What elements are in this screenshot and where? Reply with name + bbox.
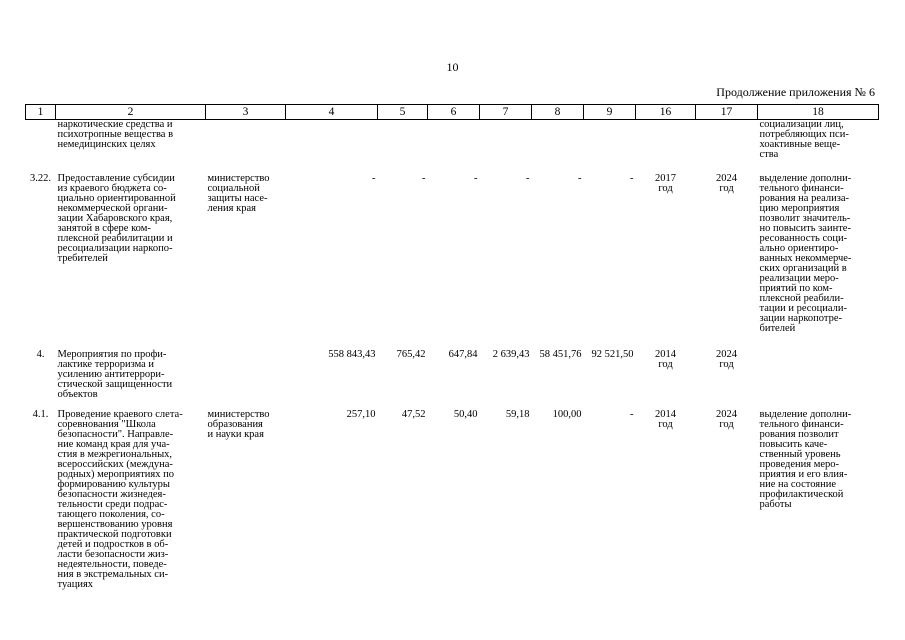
funding-col5: 765,42 [396, 348, 426, 360]
row-number [26, 120, 56, 174]
end-year: 2024 год [716, 172, 737, 194]
start-year: 2014 год [655, 348, 676, 370]
start-year: 2014 год [655, 408, 676, 430]
expected-result [758, 350, 879, 410]
executor [206, 120, 286, 174]
start-year [636, 120, 696, 174]
measure-name: Проведение краевого слета-соревнования "Школа безопасности". Направле- ние команд края для уча- стия в межрегиональных, всероссийских (междуна- родных) мероприятиях по формированию культуры безопасности жизнедея- тельности среди подрас- тающего поколения, со- вершенствованию уровня практической подготовки детей и подростков в об- ласти безопасности жиз- недеятельности, поведе- ния в экстремальных си- туациях [57, 408, 183, 590]
funding-col5 [378, 120, 428, 174]
funding-col7: 2 639,43 [492, 348, 530, 360]
expected-result: социализации лиц, потребляющих пси- хоактивные веще- ства [759, 119, 849, 160]
executor [206, 350, 286, 410]
funding-col6: - [474, 172, 478, 184]
funding-col8: 58 451,76 [539, 348, 582, 360]
funding-col8: 100,00 [552, 408, 582, 420]
funding-col9 [584, 120, 636, 174]
row-number: 4.1. [32, 408, 49, 420]
funding-total [286, 120, 378, 174]
end-year: 2024 год [716, 408, 737, 430]
column-header: 16 [636, 105, 696, 120]
column-header: 8 [532, 105, 584, 120]
measure-name: Мероприятия по профи- лактике терроризма и усилению антитеррори- стической защищенности объектов [57, 348, 173, 400]
table-row [26, 120, 879, 174]
funding-total: 558 843,43 [328, 348, 376, 360]
table-row [26, 410, 879, 590]
end-year: 2024 год [716, 348, 737, 370]
funding-col7: - [526, 172, 530, 184]
executor: министерство образования и науки края [207, 408, 270, 440]
table-row [26, 350, 879, 410]
column-header: 3 [206, 105, 286, 120]
expected-result: выделение дополни- тельного финанси- рования позволит повысить каче- ственный уровень проведения меро- приятия и его влия- ние на состояние профилактической работы [759, 408, 852, 510]
funding-col9: 92 521,50 [591, 348, 634, 360]
column-header: 5 [378, 105, 428, 120]
column-header: 7 [480, 105, 532, 120]
funding-total: 257,10 [346, 408, 376, 420]
continuation-note: Продолжение приложения № 6 [716, 85, 875, 99]
column-header: 18 [758, 105, 879, 120]
end-year [696, 120, 758, 174]
funding-total: - [372, 172, 376, 184]
start-year: 2017 год [655, 172, 676, 194]
table-header-row [26, 105, 879, 120]
expected-result: выделение дополни- тельного финанси- рования на реализа- цию мероприятия позволит значитель- но повысить заинте- ресованность соци- ально ориентиро- ванных некоммерче- ских организаций в реализации меро- приятий по ком- плексной реабили- тации и ресоциали- зации наркопотре- бителей [759, 172, 852, 334]
column-header: 6 [428, 105, 480, 120]
funding-col7: 59,18 [505, 408, 530, 420]
measure-name: Предоставление субсидии из краевого бюджета со- циально ориентированной некоммерческой органи- зации Хабаровского края, занятой в сфере ком- плексной реабилитации и ресоциализации наркопо- требителей [57, 172, 176, 264]
row-number: 3.22. [30, 172, 51, 184]
column-header: 17 [696, 105, 758, 120]
funding-col6 [428, 120, 480, 174]
funding-col5: - [422, 172, 426, 184]
funding-col9: - [630, 172, 634, 184]
funding-col8: - [578, 172, 582, 184]
funding-col5: 47,52 [401, 408, 426, 420]
column-header: 2 [56, 105, 206, 120]
measure-name: наркотические средства и психотропные вещества в немедицинских целях [57, 119, 174, 150]
funding-col7 [480, 120, 532, 174]
program-table [25, 104, 879, 590]
column-header: 1 [26, 105, 56, 120]
table-row [26, 174, 879, 350]
funding-col9: - [630, 408, 634, 420]
column-header: 9 [584, 105, 636, 120]
funding-col6: 647,84 [448, 348, 478, 360]
funding-col6: 50,40 [453, 408, 478, 420]
executor: министерство социальной защиты насе- ления края [207, 172, 270, 214]
row-number: 4. [36, 348, 45, 360]
column-header: 4 [286, 105, 378, 120]
page-number: 10 [446, 60, 459, 74]
funding-col8 [532, 120, 584, 174]
